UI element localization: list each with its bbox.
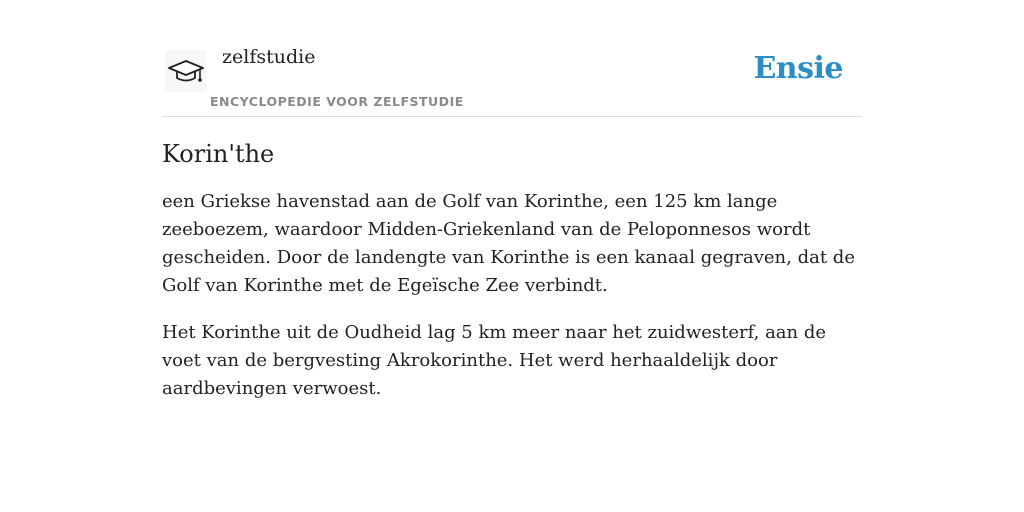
brand-logo[interactable]: Ensie (753, 51, 843, 86)
article-paragraph: een Griekse havenstad aan de Golf van Korinthe, een 125 km lange zeeboezem, waardoor Midden-Griekenland van de Peloponnesos wordt gescheiden. Door de landengte van Korinthe is een kanaal gegraven, dat de Golf van Korinthe met de Egeïsche Zee verbindt. (162, 191, 855, 296)
site-name[interactable]: zelfstudie (222, 46, 316, 68)
article (162, 138, 862, 422)
page-title: Korin'the (162, 140, 275, 168)
site-tagline: ENCYCLOPEDIE VOOR ZELFSTUDIE (210, 94, 464, 109)
graduation-cap-icon[interactable] (165, 50, 207, 92)
article-paragraph: Het Korinthe uit de Oudheid lag 5 km meer naar het zuidwesterf, aan de voet van de bergvesting Akrokorinthe. Het werd herhaaldelijk door aardbevingen verwoest. (162, 322, 827, 399)
site-header (162, 0, 862, 117)
